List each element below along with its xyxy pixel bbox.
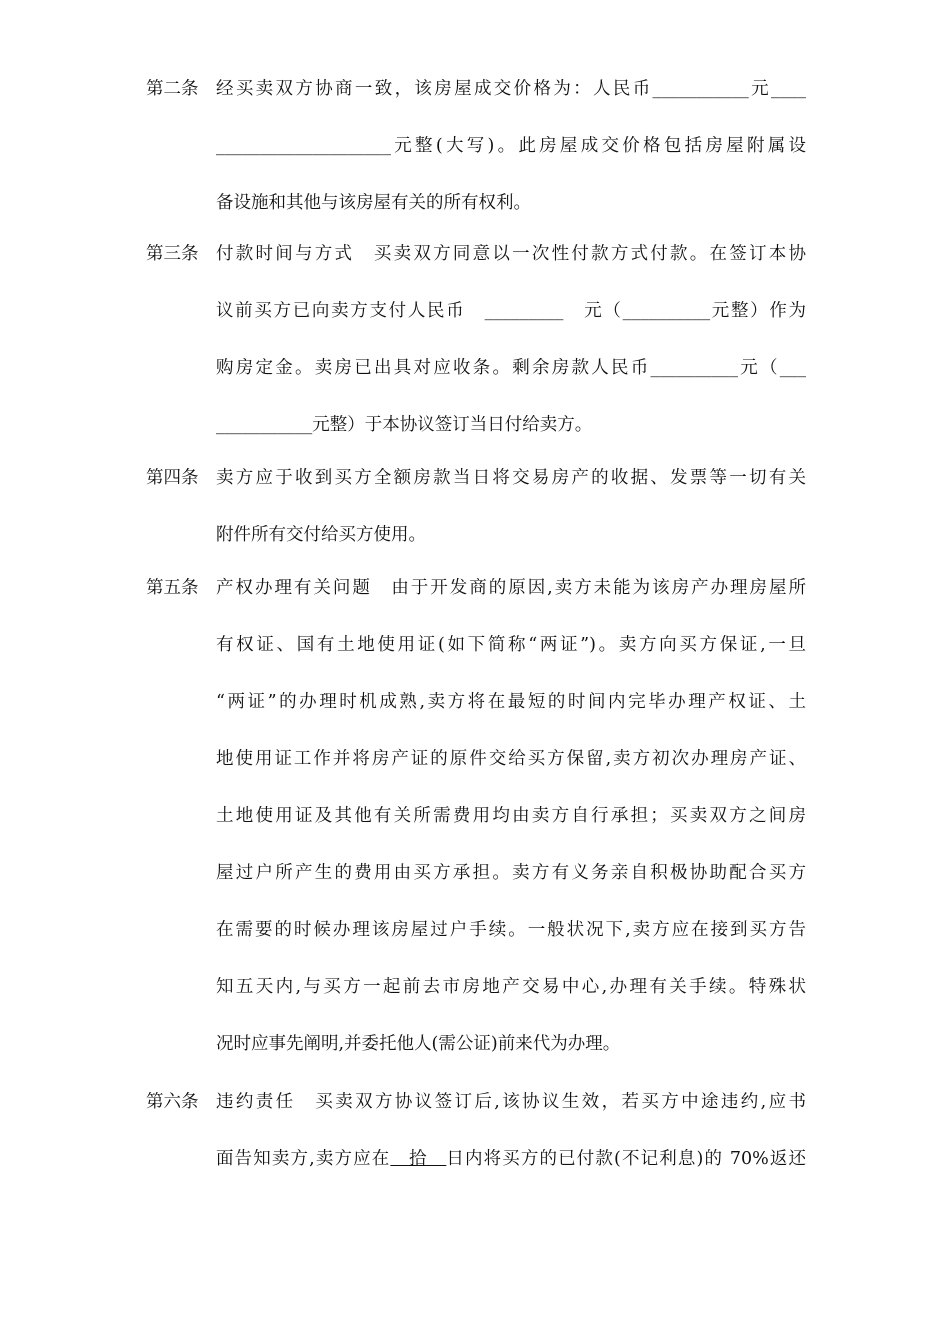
article-4-line-2: 附件所有交付给买方使用。: [216, 525, 426, 545]
article-2-line-3: 备设施和其他与该房屋有关的所有权利。: [216, 193, 531, 213]
article-3-line-1: 付款时间与方式 买卖双方同意以一次性付款方式付款。在签订本协: [216, 244, 806, 264]
article-2-label: 第二条: [146, 79, 199, 99]
article-6-line-1: 违约责任 买卖双方协议签订后,该协议生效，若买方中途违约,应书: [216, 1092, 806, 1112]
article-3-line-3: 购房定金。卖房已出具对应收条。剩余房款人民币__________元（___: [216, 358, 806, 378]
article-2-line-2: ____________________元整(大写)。此房屋成交价格包括房屋附属设: [216, 136, 806, 156]
article-3: [146, 226, 806, 454]
article-3-line-2: 议前买方已向卖方支付人民币 _________ 元（__________元整）作为: [216, 301, 806, 321]
article-2-body: [216, 61, 806, 232]
article-4-line-1: 卖方应于收到买方全额房款当日将交易房产的收据、发票等一切有关: [216, 468, 806, 488]
article-5-label: 第五条: [146, 578, 199, 598]
article-6-line-2-before: 面告知卖方,卖方应在: [216, 1149, 391, 1169]
article-6-body: [216, 1074, 806, 1188]
article-5-line-1: 产权办理有关问题 由于开发商的原因,卖方未能为该房产办理房屋所: [216, 578, 806, 598]
article-5-line-6: 屋过户所产生的费用由买方承担。卖方有义务亲自积极协助配合买方: [216, 863, 806, 883]
article-5-line-9: 况时应事先阐明,并委托他人(需公证)前来代为办理。: [216, 1034, 621, 1054]
article-3-line-4: ___________元整）于本协议签订当日付给卖方。: [216, 415, 593, 435]
article-3-body: [216, 226, 806, 454]
article-5-body: [216, 560, 806, 1073]
article-5-line-7: 在需要的时候办理该房屋过户手续。一般状况下,卖方应在接到买方告: [216, 920, 806, 940]
article-6-line-2: [216, 1131, 806, 1188]
refund-days-underlined: 拾: [390, 1149, 447, 1169]
article-6-line-2-after: 日内将买方的已付款(不记利息)的 70%返还: [446, 1149, 806, 1169]
article-4: [146, 450, 806, 564]
article-6: [146, 1074, 806, 1188]
article-5-line-3: “两证”的办理时机成熟,卖方将在最短的时间内完毕办理产权证、土: [216, 692, 806, 712]
article-5-line-5: 土地使用证及其他有关所需费用均由卖方自行承担；买卖双方之间房: [216, 806, 806, 826]
article-2-line-1: 经买卖双方协商一致，该房屋成交价格为：人民币___________元____: [216, 79, 806, 99]
article-4-body: [216, 450, 806, 564]
article-2: [146, 61, 806, 232]
article-5-line-2: 有权证、国有土地使用证(如下简称“两证”)。卖方向买方保证,一旦: [216, 635, 806, 655]
article-5-line-8: 知五天内,与买方一起前去市房地产交易中心,办理有关手续。特殊状: [216, 977, 806, 997]
article-4-label: 第四条: [146, 468, 199, 488]
article-5: [146, 560, 806, 1073]
article-5-line-4: 地使用证工作并将房产证的原件交给买方保留,卖方初次办理房产证、: [216, 749, 806, 769]
article-6-label: 第六条: [146, 1092, 199, 1112]
article-3-label: 第三条: [146, 244, 199, 264]
